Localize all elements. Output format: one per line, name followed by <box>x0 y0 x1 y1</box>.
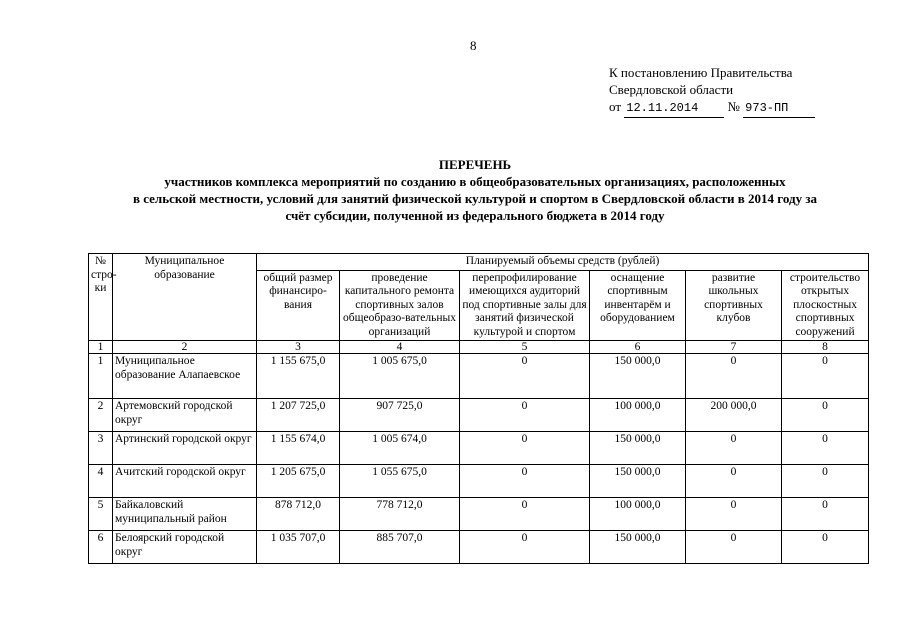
row-construction: 0 <box>782 465 869 498</box>
column-number: 8 <box>782 341 869 354</box>
row-reprofiling: 0 <box>460 498 590 531</box>
row-construction: 0 <box>782 432 869 465</box>
table-row <box>89 399 869 432</box>
row-num: 1 <box>89 354 113 399</box>
row-municipality: Белоярский городской округ <box>113 531 257 564</box>
title-line-2: в сельской местности, условий для занятий физической культурой и спортом в Свердловской области в 2014 году за <box>132 191 818 206</box>
row-total: 1 155 674,0 <box>257 432 340 465</box>
row-repair: 1 055 675,0 <box>340 465 460 498</box>
row-total: 1 035 707,0 <box>257 531 340 564</box>
approval-number: 973-ПП <box>743 100 815 118</box>
page-number: 8 <box>470 38 477 53</box>
row-repair: 907 725,0 <box>340 399 460 432</box>
row-clubs: 0 <box>686 432 782 465</box>
row-repair: 1 005 675,0 <box>340 354 460 399</box>
row-clubs: 0 <box>686 354 782 399</box>
column-number: 1 <box>89 341 113 354</box>
row-reprofiling: 0 <box>460 465 590 498</box>
header-reprofiling: перепрофилирование имеющихся аудиторий под спортивные залы для занятий физической культурой и спортом <box>460 270 590 341</box>
table-row <box>89 498 869 531</box>
row-equipment: 150 000,0 <box>590 354 686 399</box>
row-reprofiling: 0 <box>460 531 590 564</box>
header-planned: Планируемый объемы средств (рублей) <box>257 254 869 271</box>
row-num: 5 <box>89 498 113 531</box>
row-total: 1 207 725,0 <box>257 399 340 432</box>
column-number: 5 <box>460 341 590 354</box>
approval-block <box>609 64 815 118</box>
row-equipment: 100 000,0 <box>590 498 686 531</box>
column-number: 7 <box>686 341 782 354</box>
header-municipality: Муниципальное образование <box>113 254 257 341</box>
row-equipment: 150 000,0 <box>590 465 686 498</box>
row-clubs: 0 <box>686 531 782 564</box>
participants-table <box>88 253 869 564</box>
approval-date-line <box>609 98 815 118</box>
column-number: 3 <box>257 341 340 354</box>
row-equipment: 150 000,0 <box>590 531 686 564</box>
row-num: 2 <box>89 399 113 432</box>
row-clubs: 0 <box>686 498 782 531</box>
column-number: 2 <box>113 341 257 354</box>
title-line-3: счёт субсидии, полученной из федерального бюджета в 2014 году <box>285 208 665 223</box>
title-line-1: участников комплекса мероприятий по созданию в общеобразовательных организациях, расположенных <box>164 174 786 189</box>
number-sign: № <box>727 99 740 114</box>
row-repair: 778 712,0 <box>340 498 460 531</box>
row-municipality: Муниципальное образование Алапаевское <box>113 354 257 399</box>
row-construction: 0 <box>782 531 869 564</box>
table-row <box>89 432 869 465</box>
approval-date: 12.11.2014 <box>624 100 724 118</box>
row-reprofiling: 0 <box>460 354 590 399</box>
row-municipality: Ачитский городской округ <box>113 465 257 498</box>
header-construction: строительство открытых плоскостных спортивных сооружений <box>782 270 869 341</box>
row-equipment: 150 000,0 <box>590 432 686 465</box>
table-row <box>89 531 869 564</box>
row-clubs: 200 000,0 <box>686 399 782 432</box>
header-total: общий размер финансиро-вания <box>257 270 340 341</box>
title-heading: ПЕРЕЧЕНЬ <box>438 157 512 172</box>
column-number: 6 <box>590 341 686 354</box>
row-total: 1 155 675,0 <box>257 354 340 399</box>
document-title <box>60 156 890 224</box>
row-equipment: 100 000,0 <box>590 399 686 432</box>
table-row <box>89 465 869 498</box>
row-num: 3 <box>89 432 113 465</box>
row-repair: 1 005 674,0 <box>340 432 460 465</box>
row-municipality: Артинский городской округ <box>113 432 257 465</box>
column-number: 4 <box>340 341 460 354</box>
row-repair: 885 707,0 <box>340 531 460 564</box>
row-reprofiling: 0 <box>460 399 590 432</box>
row-reprofiling: 0 <box>460 432 590 465</box>
row-num: 6 <box>89 531 113 564</box>
row-total: 878 712,0 <box>257 498 340 531</box>
row-num: 4 <box>89 465 113 498</box>
row-construction: 0 <box>782 498 869 531</box>
header-num: № стро-ки <box>89 254 113 341</box>
approval-line-1: К постановлению Правительства <box>609 65 793 80</box>
header-repair: проведение капитального ремонта спортивных залов общеобразо-вательных организаций <box>340 270 460 341</box>
table-row <box>89 354 869 399</box>
row-total: 1 205 675,0 <box>257 465 340 498</box>
header-equipment: оснащение спортивным инвентарём и оборудованием <box>590 270 686 341</box>
date-prefix: от <box>609 99 622 114</box>
row-construction: 0 <box>782 354 869 399</box>
row-construction: 0 <box>782 399 869 432</box>
header-row-1 <box>89 254 869 271</box>
column-number-row <box>89 341 869 354</box>
row-municipality: Байкаловский муниципальный район <box>113 498 257 531</box>
approval-line-2: Свердловской области <box>609 82 734 97</box>
header-clubs: развитие школьных спортивных клубов <box>686 270 782 341</box>
row-municipality: Артемовский городской округ <box>113 399 257 432</box>
row-clubs: 0 <box>686 465 782 498</box>
